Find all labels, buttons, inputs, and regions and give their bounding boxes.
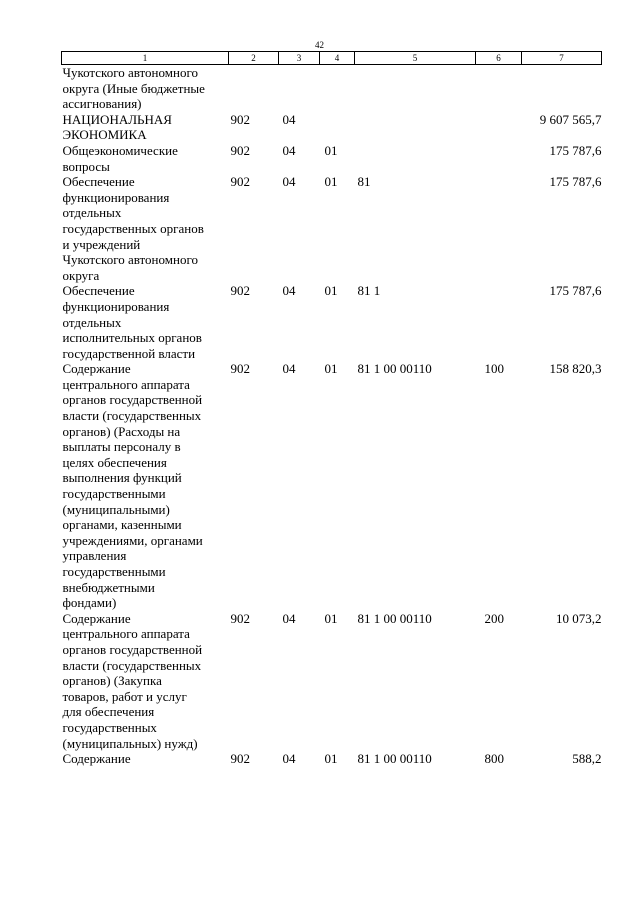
column-header-4: 4 <box>320 52 355 65</box>
row-name-line: органов) (Закупка <box>62 673 162 689</box>
section-code-cell: 04 <box>282 142 296 158</box>
amount-cell: 175 787,6 <box>549 174 602 190</box>
ministry-code-cell: 902 <box>230 361 250 377</box>
table-row <box>62 65 602 112</box>
subsection-code-cell: 01 <box>324 610 338 626</box>
target-article-cell: 81 1 00 00110 <box>357 751 432 767</box>
row-name-cell <box>62 751 229 767</box>
expense-type-cell <box>476 283 522 361</box>
subsection-code-cell: 01 <box>324 361 338 377</box>
subsection-code-cell: 01 <box>324 751 338 767</box>
row-name-line: отдельных <box>62 314 122 330</box>
row-name-line: государственной власти <box>62 345 196 361</box>
subsection-code-cell <box>320 112 355 143</box>
column-header-2: 2 <box>229 52 279 65</box>
row-name-line: Содержание <box>62 361 131 377</box>
row-name-cell <box>62 611 229 751</box>
amount-cell: 9 607 565,7 <box>539 111 602 127</box>
row-name-line: и учреждений <box>62 236 141 252</box>
subsection-code-cell: 01 <box>324 142 338 158</box>
ministry-code-cell: 902 <box>230 610 250 626</box>
row-name-line: округа <box>62 267 100 283</box>
row-name-line: власти (государственных <box>62 657 202 673</box>
row-name-line: функционирования <box>62 298 170 314</box>
subsection-code-cell: 01 <box>324 283 338 299</box>
row-name-cell <box>62 143 229 174</box>
section-code-cell <box>279 65 320 112</box>
amount-cell: 175 787,6 <box>549 283 602 299</box>
row-name-cell <box>62 112 229 143</box>
row-name-line: Обеспечение <box>62 283 135 299</box>
row-name-line: (муниципальными) <box>62 501 170 517</box>
row-name-line: центрального аппарата <box>62 376 190 392</box>
ministry-code-cell: 902 <box>230 174 250 190</box>
table-row <box>62 112 602 143</box>
section-code-cell: 04 <box>282 283 296 299</box>
row-name-line: выплаты персоналу в <box>62 439 181 455</box>
row-name-line: органов государственной <box>62 392 203 408</box>
target-article-cell <box>355 143 476 174</box>
column-header-3: 3 <box>279 52 320 65</box>
row-name-line: отдельных <box>62 205 122 221</box>
budget-table <box>61 51 602 767</box>
row-name-line: ЭКОНОМИКА <box>62 127 147 143</box>
row-name-line: органов государственной <box>62 641 203 657</box>
amount-cell: 10 073,2 <box>556 610 602 626</box>
ministry-code-cell: 902 <box>230 751 250 767</box>
table-row <box>62 174 602 283</box>
ministry-code-cell: 902 <box>230 111 250 127</box>
target-article-cell: 81 1 <box>357 283 381 299</box>
expense-type-cell <box>476 112 522 143</box>
table-body <box>62 65 602 767</box>
table-header-row <box>62 52 602 65</box>
amount-cell: 588,2 <box>572 751 602 767</box>
row-name-cell <box>62 361 229 611</box>
amount-cell <box>522 65 602 112</box>
row-name-line: власти (государственных <box>62 408 202 424</box>
subsection-code-cell <box>320 65 355 112</box>
row-name-line: целях обеспечения <box>62 454 167 470</box>
section-code-cell: 04 <box>282 751 296 767</box>
expense-type-cell: 200 <box>484 610 504 626</box>
section-code-cell: 04 <box>282 610 296 626</box>
row-name-line: учреждениями, органами <box>62 532 203 548</box>
table-row <box>62 283 602 361</box>
row-name-line: Чукотского автономного <box>62 252 198 268</box>
row-name-cell <box>62 283 229 361</box>
target-article-cell: 81 1 00 00110 <box>357 361 432 377</box>
row-name-line: Обеспечение <box>62 174 135 190</box>
row-name-line: внебюджетными <box>62 579 155 595</box>
expense-type-cell: 800 <box>484 751 504 767</box>
row-name-line: государственных органов <box>62 220 204 236</box>
row-name-line: Общеэкономические <box>62 142 178 158</box>
amount-cell: 175 787,6 <box>549 142 602 158</box>
row-name-line: центрального аппарата <box>62 626 190 642</box>
table-row <box>62 361 602 611</box>
row-name-line: округа (Иные бюджетные <box>62 80 205 96</box>
row-name-cell <box>62 174 229 283</box>
expense-type-cell <box>476 174 522 283</box>
table-row <box>62 143 602 174</box>
column-header-1: 1 <box>62 52 229 65</box>
row-name-line: управления <box>62 548 127 564</box>
target-article-cell <box>355 112 476 143</box>
target-article-cell: 81 1 00 00110 <box>357 610 432 626</box>
table-row <box>62 611 602 751</box>
expense-type-cell: 100 <box>484 361 504 377</box>
row-name-line: фондами) <box>62 595 117 611</box>
row-name-line: Чукотского автономного <box>62 65 198 80</box>
row-name-line: (муниципальных) нужд) <box>62 735 198 751</box>
ministry-code-cell <box>229 65 279 112</box>
row-name-line: органов) (Расходы на <box>62 423 181 439</box>
row-name-cell <box>62 65 229 112</box>
ministry-code-cell: 902 <box>230 142 250 158</box>
row-name-line: ассигнования) <box>62 96 142 112</box>
subsection-code-cell: 01 <box>324 174 338 190</box>
row-name-line: функционирования <box>62 189 170 205</box>
row-name-line: для обеспечения <box>62 704 155 720</box>
amount-cell: 158 820,3 <box>549 361 602 377</box>
row-name-line: товаров, работ и услуг <box>62 688 187 704</box>
page-number: 42 <box>315 40 324 50</box>
expense-type-cell <box>476 65 522 112</box>
row-name-line: Содержание <box>62 751 131 767</box>
row-name-line: выполнения функций <box>62 470 182 486</box>
row-name-line: государственных <box>62 719 157 735</box>
row-name-line: государственными <box>62 486 166 502</box>
row-name-line: НАЦИОНАЛЬНАЯ <box>62 111 172 127</box>
row-name-line: Содержание <box>62 610 131 626</box>
ministry-code-cell: 902 <box>230 283 250 299</box>
column-header-6: 6 <box>476 52 522 65</box>
row-name-line: исполнительных органов <box>62 330 202 346</box>
table-row <box>62 751 602 767</box>
target-article-cell <box>355 65 476 112</box>
row-name-line: государственными <box>62 564 166 579</box>
column-header-7: 7 <box>522 52 602 65</box>
row-name-line: вопросы <box>62 158 110 174</box>
section-code-cell: 04 <box>282 361 296 377</box>
section-code-cell: 04 <box>282 111 296 127</box>
target-article-cell: 81 <box>357 174 371 190</box>
row-name-line: органами, казенными <box>62 517 182 533</box>
column-header-5: 5 <box>355 52 476 65</box>
expense-type-cell <box>476 143 522 174</box>
section-code-cell: 04 <box>282 174 296 190</box>
